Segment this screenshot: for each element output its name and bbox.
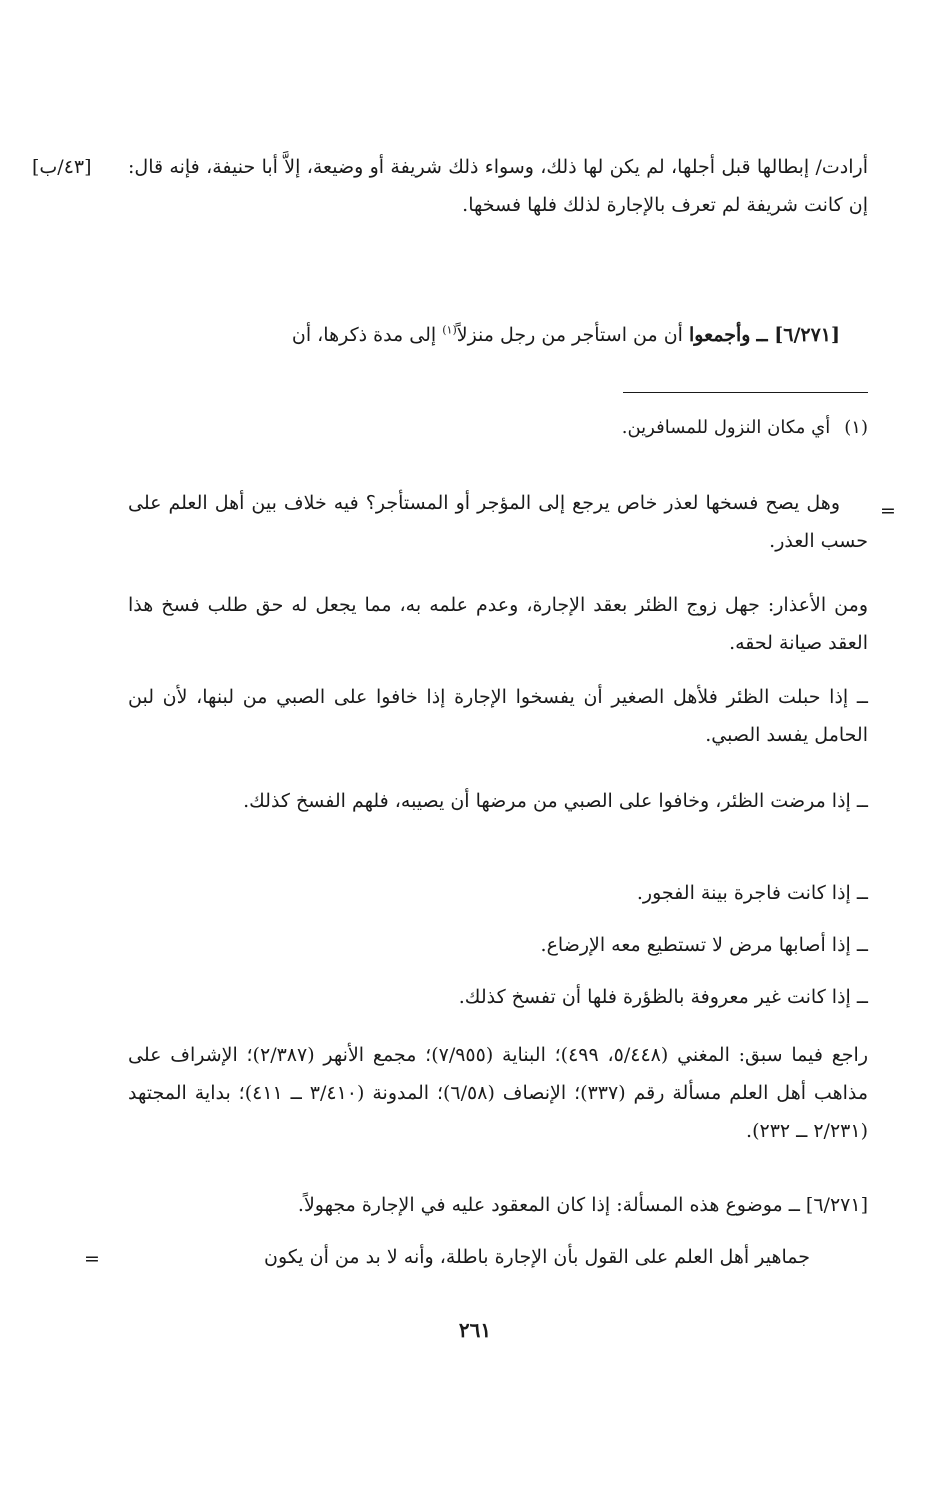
references-paragraph: راجع فيما سبق: المغني (٥/٤٤٨، ٤٩٩)؛ البناية (٧/٩٥٥)؛ مجمع الأنهر (٢/٣٨٧)؛ الإشراف على مذاهب أهل العلم مسألة رقم (٣٣٧)؛ الإنصاف (٦/٥٨)؛ المدونة (٣/٤١٠ ــ ٤١١)؛ بداية المجتهد (٢/٢٣١ ــ ٢٣٢).	[128, 1044, 869, 1142]
main-paragraph-1: أرادت/ إبطالها قبل أجلها، لم يكن لها ذلك، وسواء ذلك شريفة أو وضيعة، إلاَّ أبا حنيفة، فإنه قال: إن كانت شريفة لم تعرف بالإجارة لذلك فلها فسخها.	[128, 156, 868, 216]
commentary-bullet-5: ــ إذا كانت غير معروفة بالظؤرة فلها أن تفسخ كذلك.	[458, 986, 868, 1008]
continuation-mark: =	[880, 500, 896, 522]
commentary-bullet-4: ــ إذا أصابها مرض لا تستطيع معه الإرضاع.	[540, 934, 868, 956]
main-paragraph-2	[128, 316, 868, 354]
main-paragraph-2-text: أن من استأجر من رجل منزلاً	[456, 324, 689, 346]
commentary-bullet-3: ــ إذا كانت فاجرة بينة الفجور.	[636, 882, 868, 904]
consensus-word: وأجمعوا	[688, 324, 751, 346]
footnote-text: أي مكان النزول للمسافرين.	[621, 417, 831, 438]
end-continuation-mark: =	[84, 1248, 100, 1270]
main-paragraph-2-tail: إلى مدة ذكرها، أن	[291, 324, 443, 346]
commentary-bullet-1: ــ إذا حبلت الظئر فلأهل الصغير أن يفسخوا الإجارة إذا خافوا على الصبي من لبنها، لأن لبن الحامل يفسد الصبي.	[128, 686, 868, 746]
commentary-bullet-2: ــ إذا مرضت الظئر، وخافوا على الصبي من مرضها أن يصيبه، فلهم الفسخ كذلك.	[243, 790, 868, 812]
last-line: جماهير أهل العلم على القول بأن الإجارة باطلة، وأنه لا بد من أن يكون	[264, 1246, 810, 1268]
page-number: ٢٦١	[458, 1318, 492, 1342]
commentary-paragraph-1: وهل يصح فسخها لعذر خاص يرجع إلى المؤجر أو المستأجر؟ فيه خلاف بين أهل العلم على حسب العذر.	[128, 492, 868, 552]
issue-reference: [٦/٢٧١] ــ	[756, 324, 840, 346]
commentary-paragraph-2: ومن الأعذار: جهل زوج الظئر بعقد الإجارة، وعدم علمه به، مما يجعل له حق طلب فسخ هذا العقد صيانة لحقه.	[128, 594, 868, 654]
footnote	[128, 410, 868, 446]
footnote-marker: (١)	[442, 323, 457, 337]
footnote-separator	[623, 392, 868, 393]
footnote-number: (١)	[844, 417, 868, 438]
margin-reference: [٤٣/ب]	[32, 156, 92, 178]
issue-topic-line: [٦/٢٧١] ــ موضوع هذه المسألة: إذا كان المعقود عليه في الإجارة مجهولاً.	[297, 1194, 868, 1216]
